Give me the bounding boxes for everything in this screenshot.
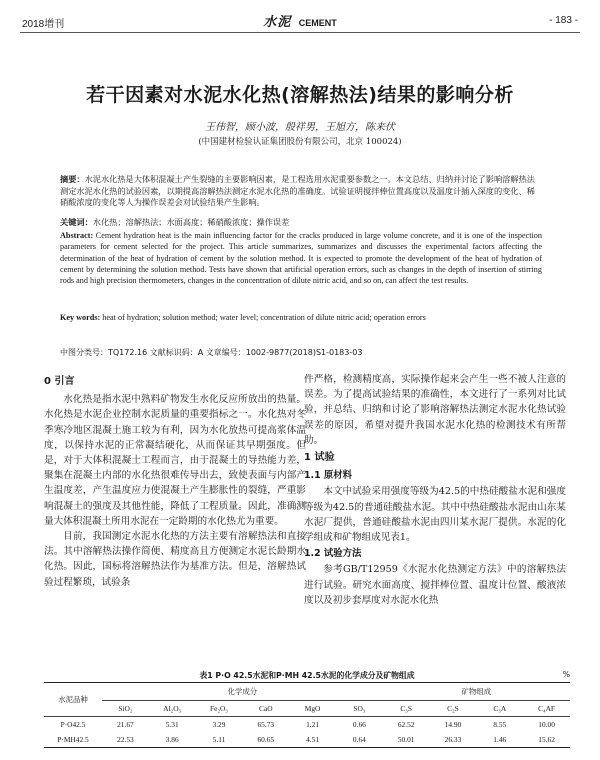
table-cell: 15.62 [523, 732, 570, 748]
table-cell: 5.11 [196, 732, 243, 748]
table-unit: % [562, 670, 570, 679]
table-cell: 10.00 [523, 717, 570, 733]
abstract-chinese [60, 174, 542, 220]
table-cell: 0.64 [336, 732, 383, 748]
table-1 [44, 670, 570, 748]
table-cell: 3.29 [196, 717, 243, 733]
keywords-zh-label: 关键词： [60, 217, 93, 227]
table-column-header: C₄AF [538, 704, 556, 713]
table-row [44, 732, 570, 748]
abstract-zh-label: 摘要： [60, 174, 85, 184]
table-cell: 1.21 [289, 717, 336, 733]
composition-table [44, 682, 570, 748]
table-row [44, 717, 570, 733]
table-cell: 0.66 [336, 717, 383, 733]
paragraph: 本文中试验采用强度等级为42.5的中热硅酸盐水泥和强度等级为42.5的普通硅酸盐水泥。其中中热硅酸盐水泥由山东某水泥厂提供，普通硅酸盐水泥由四川某水泥厂提供。水泥的化学组成和矿物组成见表1。 [304, 486, 566, 544]
journal-masthead [20, 11, 580, 30]
table-row-header: 水泥品种 [44, 683, 102, 717]
keywords-english [60, 312, 542, 324]
right-column [304, 372, 566, 608]
affiliation: (中国建材检验认证集团股份有限公司，北京 100024) [198, 137, 402, 147]
table-caption-text: 表1 P·O 42.5水泥和P·MH 42.5水泥的化学成分及矿物组成 [199, 671, 415, 680]
table-cell: 1.46 [476, 732, 523, 748]
table-column-header: C₃S [400, 704, 412, 713]
running-header [20, 10, 580, 33]
table-column-header: C₃A [493, 704, 507, 713]
table-cell: 3.86 [149, 732, 196, 748]
subsection-heading-materials: 1.1 原材料 [304, 470, 352, 482]
table-column-header: C₂S [447, 704, 459, 713]
table-group-chemical: 化学成分 [102, 683, 383, 701]
abstract-en-text: Cement hydration heat is the main influencing factor for the cracks produced in large volume concrete, and it is one of the inspection parameters for cement selected for the project. This article summarizes, summarizes and discusses the experimental factors affecting the determination of the heat of hydration of cement by the solution method. It is expected to promote the development of the heat of hydration of cement by determining the solution method. Tests have shown that artificial operation errors, such as changes in the depth of insertion of stirring rods and high precision thermometers, changes in the concentration of dilute nitric acid, and so on, can affect the test results. [60, 231, 542, 286]
table-cell: 21.67 [102, 717, 149, 733]
left-column [44, 372, 306, 590]
issue-label: 2018增刊 [22, 19, 65, 30]
table-group-mineral: 矿物组成 [383, 683, 570, 701]
table-column-header: SO₃ [353, 704, 366, 713]
author-list: 王伟智，顾小波，殷祥男，王旭方，陈来伏 [205, 122, 395, 133]
abstract-english [60, 230, 542, 310]
table-column-header: MgO [304, 704, 321, 713]
table-cell: 62.52 [383, 717, 430, 733]
keywords-en-label: Key words: [60, 313, 101, 322]
section-heading-intro: 0 引言 [44, 376, 75, 387]
table-cell: P·MH42.5 [44, 732, 102, 748]
abstract-en-label: Abstract: [60, 231, 94, 240]
table-cell: 5.31 [149, 717, 196, 733]
keywords-chinese [60, 217, 542, 229]
subsection-heading-method: 1.2 试验方法 [304, 548, 362, 560]
journal-name-en: CEMENT [298, 18, 337, 28]
table-caption [44, 670, 570, 682]
page-number: - 183 - [549, 15, 578, 26]
table-column-header: CaO [259, 704, 273, 713]
paragraph: 目前，我国测定水泥水化热的方法主要有溶解热法和直接法。其中溶解热法操作简便、精度高且方便测定水泥长龄期水化热。因此，国标将溶解热法作为基准方法。但是，溶解热试验过程繁琐，试验条 [44, 531, 306, 588]
table-cell: 22.53 [102, 732, 149, 748]
table-cell: 26.33 [430, 732, 477, 748]
table-cell: 50.01 [383, 732, 430, 748]
table-column-header: SiO₂ [118, 704, 133, 713]
table-column-header: Al₂O₃ [163, 704, 182, 713]
journal-name-cn: 水泥 [263, 15, 292, 30]
table-cell: 4.51 [289, 732, 336, 748]
keywords-en-text: heat of hydration; solution method; water level; concentration of dilute nitric acid; operation errors [102, 313, 426, 322]
keywords-zh-text: 水化热；溶解热法；水面高度；稀硝酸浓度；操作误差 [92, 217, 290, 227]
section-heading-experiment: 1 试验 [304, 452, 335, 464]
table-cell: 8.55 [476, 717, 523, 733]
abstract-zh-text: 水泥水化热是大体积混凝土产生裂缝的主要影响因素，是工程选用水泥重要参数之一。本文总结、归纳并讨论了影响溶解热法测定水泥水化热的试验因素，以期提高溶解热法测定水泥水化热的准确度。试验证明搅拌棒位置高度以及温度计插入深度的变化、稀硝酸浓度的变化等人为操作误差会对试验结果产生影响。 [60, 174, 535, 207]
table-cell: 65.73 [242, 717, 289, 733]
paragraph: 水化热是指水泥中熟料矿物发生水化反应所放出的热量。水化热是水泥企业控制水泥质量的重要指标之一。水化热对冬季寒冷地区混凝土施工较为有利，因为水化放热可提高浆体温度，以保持水泥的正常凝结硬化，从而保证其早期强度。但是，对于大体积混凝土工程而言，由于混凝土的导热能力差，聚集在混凝土内部的水化热很难传导出去，致使表面与内部产生温度差，产生温度应力使混凝土产生膨胀性的裂缝，严重影响混凝土的强度及其他性能，降低了工程质量。因此，准确测量大体积混凝土所用水泥在一定龄期的水化热尤为重要。 [44, 394, 306, 527]
paragraph: 件严格，检测精度高，实际操作起来会产生一些不被人注意的误差。为了提高试验结果的准确性，本文进行了一系列对比试验，并总结、归纳和讨论了影响溶解热法测定水泥水化热试验误差的原因，希望对提升我国水泥水化热的检测技术有所帮助。 [304, 374, 566, 446]
table-cell: 60.65 [242, 732, 289, 748]
paper-title: 若干因素对水泥水化热(溶解热法)结果的影响分析 [86, 84, 514, 106]
table-column-header: Fe₂O₃ [210, 704, 228, 713]
table-cell: P·O42.5 [44, 717, 102, 733]
table-cell: 14.90 [430, 717, 477, 733]
classification-ids: 中图分类号：TQ172.16 文献标识码：A 文章编号：1002-9877(2018)S1-0183-03 [60, 348, 363, 357]
paragraph: 参考GB/T12959《水泥水化热测定方法》中的溶解热法进行试验。研究水面高度、搅拌棒位置、温度计位置、酸液浓度以及初步套厚度对水泥水化热 [304, 564, 566, 606]
